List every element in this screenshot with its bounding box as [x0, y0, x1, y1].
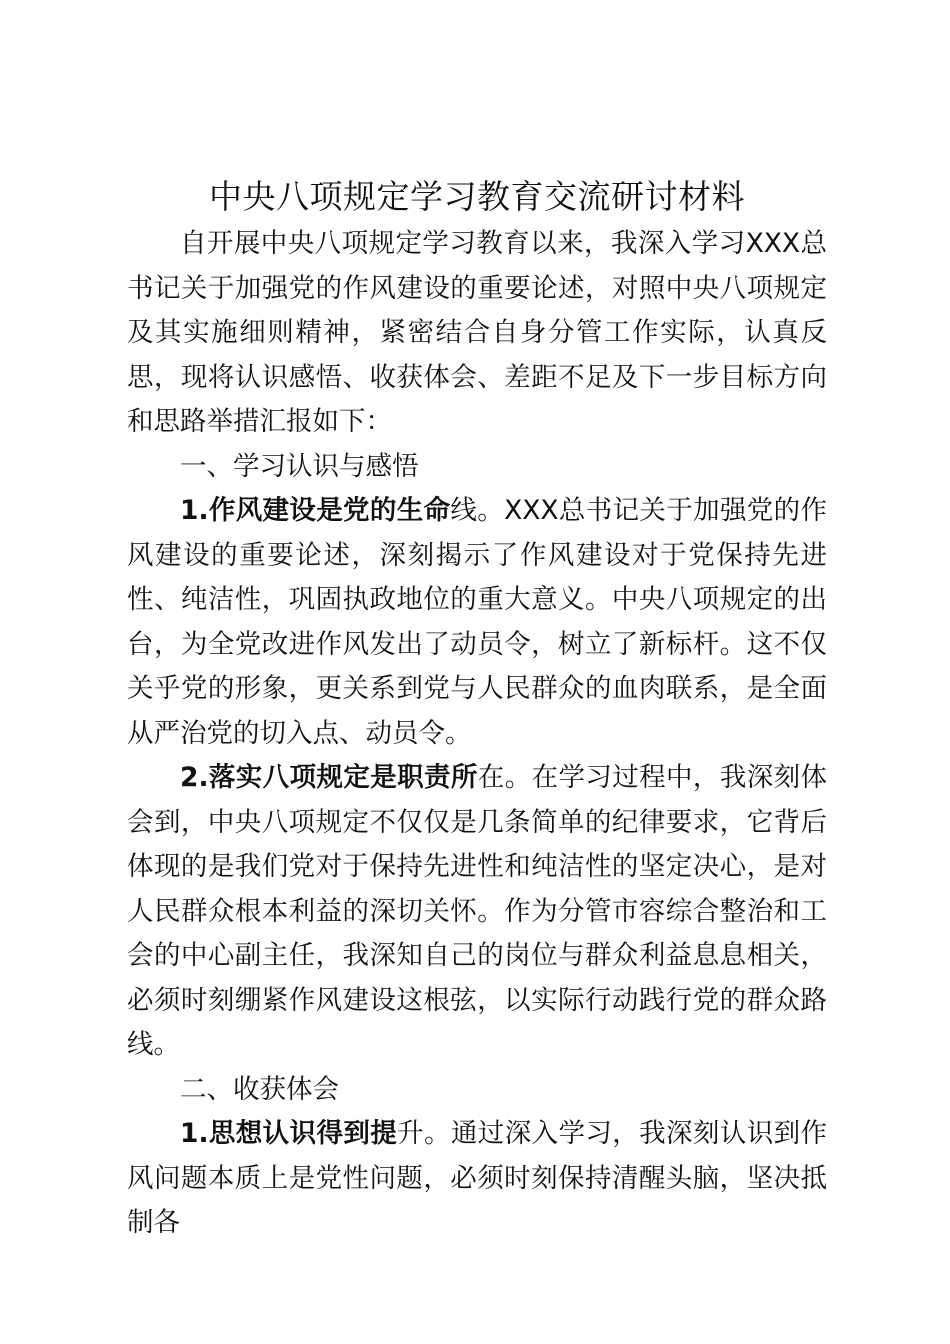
section1-paragraph-2 — [127, 756, 827, 1068]
document-title: 中央八项规定学习教育交流研讨材料 — [209, 177, 745, 216]
document-page — [127, 172, 827, 1246]
paragraph-lead: 1.思想认识得到提 — [180, 1118, 398, 1149]
section2-paragraph-1 — [127, 1112, 827, 1246]
section-heading-1: 一、学习认识与感悟 — [180, 450, 419, 482]
paragraph-lead: 1.作风建设是党的生命 — [180, 495, 451, 526]
paragraph-body: 升。通过深入学习，我深刻认识到作风问题本质上是党性问题，必须时刻保持清醒头脑，坚决抵制各 — [127, 1118, 827, 1238]
section-heading-2: 二、收获体会 — [180, 1073, 339, 1105]
paragraph-body: 线。XXX总书记关于加强党的作风建设的重要论述，深刻揭示了作风建设对于党保持先进性、纯洁性，巩固执政地位的重大意义。中央八项规定的出台，为全党改进作风发出了动员令，树立了新标杆。这不仅关乎党的形象，更关系到党与人民群众的血肉联系，是全面从严治党的切入点、动员令。 — [127, 495, 827, 749]
section1-paragraph-1 — [127, 489, 827, 756]
intro-paragraph: 自开展中央八项规定学习教育以来，我深入学习XXX总书记关于加强党的作风建设的重要论述，对照中央八项规定及其实施细则精神，紧密结合自身分管工作实际，认真反思，现将认识感悟、收获体会、差距不足及下一步目标方向和思路举措汇报如下： — [127, 228, 827, 437]
paragraph-body: 在。在学习过程中，我深刻体会到，中央八项规定不仅仅是几条简单的纪律要求，它背后体现的是我们党对于保持先进性和纯洁性的坚定决心，是对人民群众根本利益的深切关怀。作为分管市容综合整治和工会的中心副主任，我深知自己的岗位与群众利益息息相关，必须时刻绷紧作风建设这根弦，以实际行动践行党的群众路线。 — [127, 762, 827, 1060]
paragraph-lead: 2.落实八项规定是职责所 — [180, 762, 478, 793]
